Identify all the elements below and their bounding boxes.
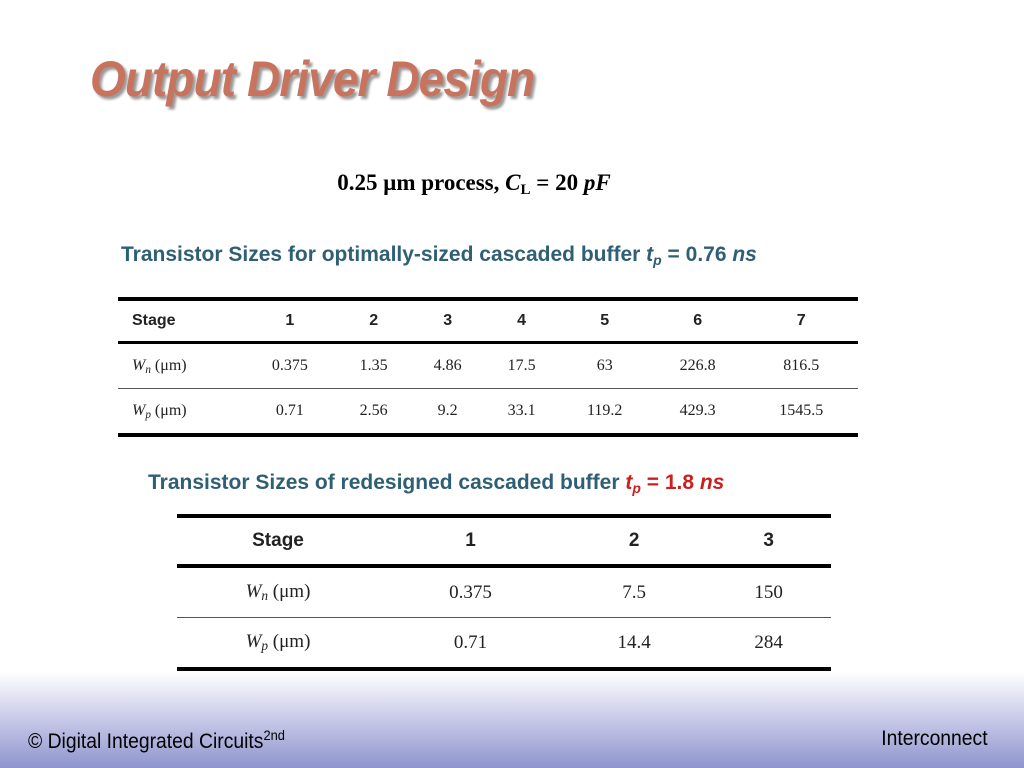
table-cell: 1545.5 xyxy=(779,402,824,419)
table-cell: 2.56 xyxy=(359,402,388,419)
header-cell: 2 xyxy=(628,530,640,551)
header-cell: 3 xyxy=(763,530,774,551)
row-label xyxy=(118,343,243,389)
table1-tp-value: = 0.76 xyxy=(661,243,733,266)
load-cap-unit: pF xyxy=(583,170,611,195)
table2-tp-symbol: t xyxy=(625,471,633,494)
table-cell: 14.4 xyxy=(617,631,651,653)
table-cell: 226.8 xyxy=(679,357,716,374)
footer-edition: 2nd xyxy=(263,727,285,743)
table-row xyxy=(177,566,831,618)
table1-caption xyxy=(121,243,757,268)
footer-copyright xyxy=(28,727,285,754)
table-cell: 9.2 xyxy=(437,402,458,419)
row-label-subscript: p xyxy=(261,638,269,653)
load-cap-equals: = 20 xyxy=(530,170,584,195)
table-cell: 17.5 xyxy=(507,357,536,374)
load-cap-subscript: L xyxy=(520,182,531,198)
table1-tp-subscript: p xyxy=(653,252,662,268)
header-cell: 6 xyxy=(693,312,703,329)
table-row xyxy=(118,343,858,389)
table-header-row xyxy=(118,299,858,343)
table-cell: 1.35 xyxy=(359,357,388,374)
table-cell: 33.1 xyxy=(507,402,536,419)
table1-tp-unit: ns xyxy=(732,243,757,266)
header-cell: Stage xyxy=(132,312,176,329)
row-label-unit: (μm) xyxy=(268,581,311,602)
row-label-subscript: n xyxy=(145,363,151,376)
table2-caption-text: Transistor Sizes of redesigned cascaded buffer xyxy=(148,471,626,494)
table-cell: 284 xyxy=(754,631,783,653)
header-cell: 2 xyxy=(369,312,379,329)
table-row xyxy=(118,389,858,436)
table2-tp-unit: ns xyxy=(699,471,725,494)
table-cell: 0.375 xyxy=(449,581,492,603)
table-cell: 119.2 xyxy=(587,402,623,419)
table-cell: 150 xyxy=(754,581,783,603)
slide-title: Output Driver Design xyxy=(90,51,535,107)
table2-tp-value: = 1.8 xyxy=(640,471,700,494)
header-cell: 3 xyxy=(443,312,453,329)
row-label-symbol: W xyxy=(132,401,146,419)
footer-left-text: © Digital Integrated Circuits xyxy=(28,730,264,753)
table-optimal-buffer xyxy=(118,297,858,437)
header-cell: 1 xyxy=(285,312,295,329)
row-label xyxy=(177,618,379,670)
table-cell: 0.375 xyxy=(271,357,308,374)
table-cell: 0.71 xyxy=(453,631,488,653)
load-cap-symbol: C xyxy=(505,170,521,195)
table-header-row xyxy=(177,516,831,566)
row-label-subscript: n xyxy=(261,588,269,603)
footer-chapter: Interconnect xyxy=(881,727,988,750)
row-label-symbol: W xyxy=(245,631,262,652)
process-prefix: 0.25 μm process, xyxy=(337,170,506,195)
table-cell: 816.5 xyxy=(783,357,820,374)
table-cell: 4.86 xyxy=(433,357,462,374)
row-label-unit: (μm) xyxy=(150,401,187,419)
table-cell: 429.3 xyxy=(679,402,716,419)
header-cell: 4 xyxy=(517,312,527,329)
table-cell: 0.71 xyxy=(275,402,304,419)
header-cell: Stage xyxy=(252,530,304,551)
table-cell: 63 xyxy=(596,357,613,374)
table1-caption-text: Transistor Sizes for optimally-sized cascaded buffer xyxy=(121,243,647,266)
header-cell: 7 xyxy=(796,312,806,329)
row-label-unit: (μm) xyxy=(268,631,311,652)
table-row xyxy=(177,618,831,670)
row-label-symbol: W xyxy=(132,356,146,374)
table-redesigned-buffer xyxy=(177,514,831,671)
process-conditions xyxy=(0,170,948,199)
table-cell: 7.5 xyxy=(622,581,647,603)
row-label xyxy=(118,389,243,436)
row-label-subscript: p xyxy=(145,408,151,421)
table2-tp-subscript: p xyxy=(632,480,641,496)
table2-caption xyxy=(148,471,724,496)
header-cell: 1 xyxy=(465,530,476,551)
table1-tp-symbol: t xyxy=(646,243,654,266)
row-label-symbol: W xyxy=(245,581,262,602)
header-cell: 5 xyxy=(600,312,610,329)
row-label xyxy=(177,566,379,618)
row-label-unit: (μm) xyxy=(150,356,187,374)
